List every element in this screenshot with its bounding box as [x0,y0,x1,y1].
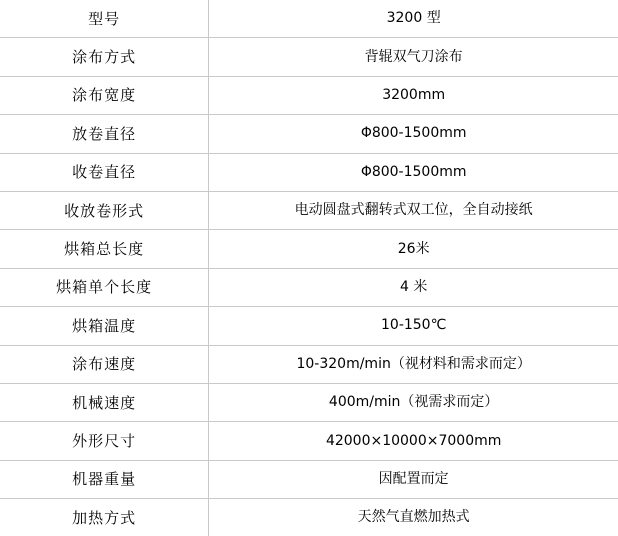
spec-value: 4 米 [209,268,618,306]
spec-value: 10-150℃ [209,307,618,345]
spec-value: 26米 [209,230,618,268]
spec-value: Φ800-1500mm [209,115,618,153]
spec-label: 外形尺寸 [0,422,209,460]
spec-label: 烘箱总长度 [0,230,209,268]
spec-label: 涂布速度 [0,345,209,383]
spec-label: 收卷直径 [0,153,209,191]
spec-value: 400m/min（视需求而定） [209,383,618,421]
spec-label: 烘箱单个长度 [0,268,209,306]
spec-value: 3200 型 [209,0,618,38]
spec-label: 机械速度 [0,383,209,421]
table-row [0,0,618,38]
spec-value: 3200mm [209,76,618,114]
table-row [0,499,618,536]
spec-label: 机器重量 [0,460,209,498]
spec-value: 电动圆盘式翻转式双工位，全自动接纸 [209,191,618,229]
table-row [0,345,618,383]
spec-value: Φ800-1500mm [209,153,618,191]
spec-label: 涂布宽度 [0,76,209,114]
spec-label: 涂布方式 [0,38,209,76]
spec-value: 因配置而定 [209,460,618,498]
spec-value: 42000×10000×7000mm [209,422,618,460]
table-row [0,383,618,421]
table-row [0,76,618,114]
spec-label: 烘箱温度 [0,307,209,345]
spec-label: 型号 [0,0,209,38]
table-row [0,422,618,460]
table-row [0,191,618,229]
spec-value: 天然气直燃加热式 [209,499,618,536]
spec-label: 放卷直径 [0,115,209,153]
table-row [0,153,618,191]
spec-label: 加热方式 [0,499,209,536]
table-row [0,230,618,268]
table-row [0,307,618,345]
table-row [0,268,618,306]
spec-value: 背辊双气刀涂布 [209,38,618,76]
table-row [0,38,618,76]
spec-value: 10-320m/min（视材料和需求而定） [209,345,618,383]
table-row [0,460,618,498]
table-row [0,115,618,153]
spec-label: 收放卷形式 [0,191,209,229]
